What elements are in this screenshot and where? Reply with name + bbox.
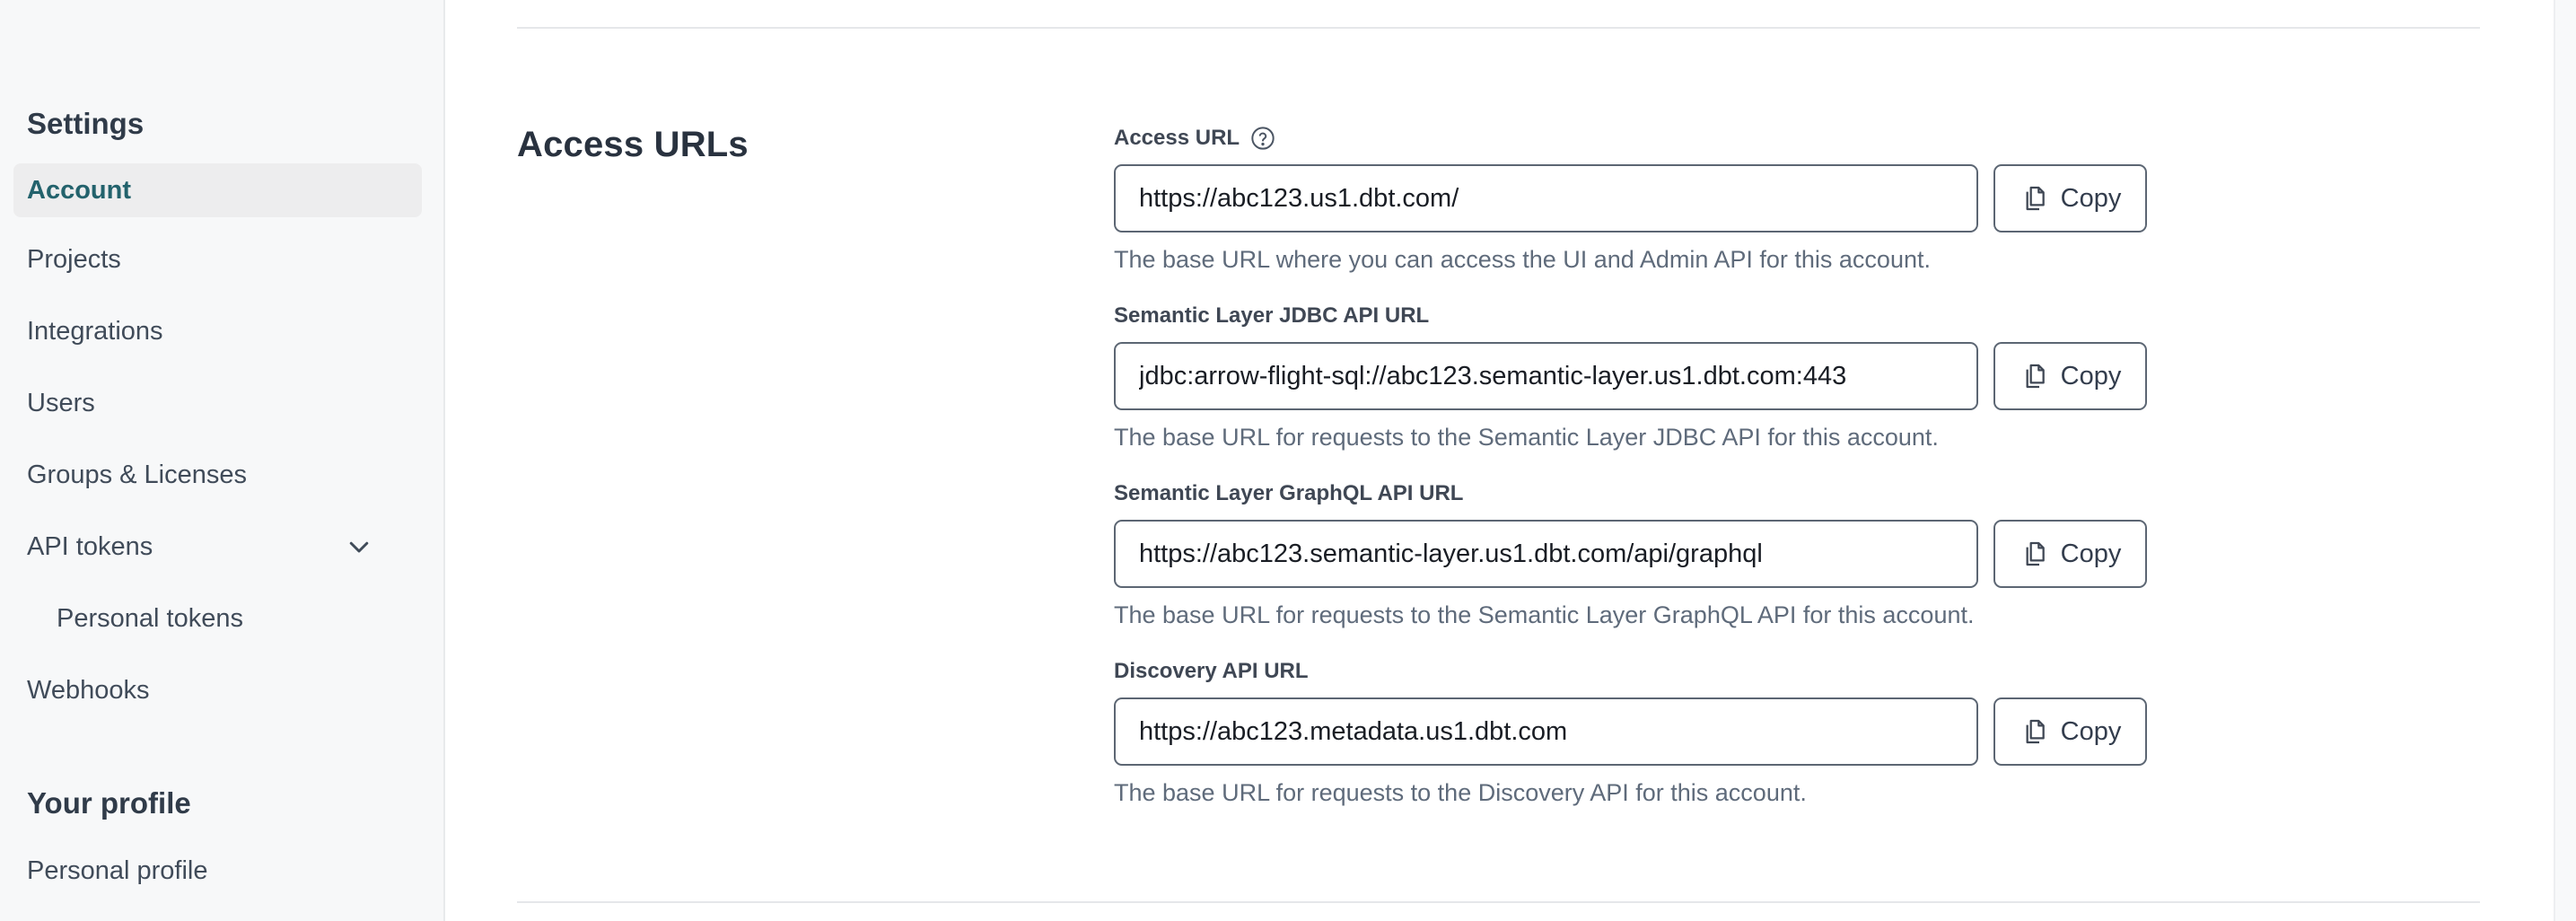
copy-discovery-url-button[interactable]	[1993, 697, 2147, 766]
sidebar-heading-your-profile: Your profile	[27, 786, 191, 820]
graphql-api-url-label: Semantic Layer GraphQL API URL	[1114, 481, 1464, 505]
jdbc-api-url-label: Semantic Layer JDBC API URL	[1114, 303, 1430, 328]
sidebar-heading-settings: Settings	[27, 107, 145, 140]
section-divider-bottom	[517, 901, 2480, 903]
field-discovery-api-url	[1114, 658, 2148, 807]
section-title-access-urls: Access URLs	[517, 125, 749, 164]
copy-jdbc-url-button[interactable]	[1993, 342, 2147, 410]
discovery-api-url-label: Discovery API URL	[1114, 659, 1309, 683]
sidebar-item-api-tokens[interactable]	[27, 531, 372, 562]
sidebar-item-personal-profile[interactable]: Personal profile	[27, 856, 208, 885]
sidebar-item-personal-tokens[interactable]: Personal tokens	[57, 604, 243, 633]
field-access-url	[1114, 125, 2148, 274]
copy-button-label: Copy	[2060, 183, 2122, 213]
chevron-down-icon[interactable]	[346, 533, 372, 560]
copy-button-label: Copy	[2060, 716, 2122, 746]
discovery-api-url-help-text: The base URL for requests to the Discovery API for this account.	[1114, 779, 1807, 806]
copy-graphql-url-button[interactable]	[1993, 520, 2147, 588]
jdbc-api-url-input[interactable]	[1114, 342, 1978, 410]
graphql-api-url-help-text: The base URL for requests to the Semantic Layer GraphQL API for this account.	[1114, 601, 1975, 628]
sidebar-item-account[interactable]	[13, 163, 422, 217]
account-settings-main	[517, 0, 2480, 903]
sidebar-item-projects[interactable]: Projects	[27, 245, 121, 274]
access-urls-section	[517, 29, 2480, 836]
sidebar-item-webhooks[interactable]: Webhooks	[27, 676, 150, 705]
page-gutter	[2554, 0, 2576, 921]
jdbc-api-url-help-text: The base URL for requests to the Semantic Layer JDBC API for this account.	[1114, 424, 1939, 451]
field-jdbc-api-url	[1114, 303, 2148, 452]
access-url-help-text: The base URL where you can access the UI and Admin API for this account.	[1114, 246, 1931, 273]
access-urls-form	[1114, 125, 2148, 836]
sidebar-item-users[interactable]: Users	[27, 389, 95, 417]
sidebar-item-groups-licenses[interactable]: Groups & Licenses	[27, 460, 248, 489]
copy-icon	[2020, 717, 2048, 746]
field-graphql-api-url	[1114, 480, 2148, 629]
copy-icon	[2020, 362, 2048, 390]
copy-access-url-button[interactable]	[1993, 164, 2147, 232]
copy-button-label: Copy	[2060, 539, 2122, 568]
sidebar-item-label: Account	[27, 175, 131, 205]
copy-icon	[2020, 184, 2048, 213]
sidebar-item-integrations[interactable]: Integrations	[27, 317, 163, 346]
access-url-input[interactable]	[1114, 164, 1978, 232]
copy-icon	[2020, 539, 2048, 568]
copy-button-label: Copy	[2060, 361, 2122, 390]
discovery-api-url-input[interactable]	[1114, 697, 1978, 766]
help-icon[interactable]	[1250, 126, 1275, 151]
settings-sidebar	[0, 0, 445, 921]
access-url-label: Access URL	[1114, 126, 1240, 150]
sidebar-item-label: API tokens	[27, 532, 153, 561]
graphql-api-url-input[interactable]	[1114, 520, 1978, 588]
